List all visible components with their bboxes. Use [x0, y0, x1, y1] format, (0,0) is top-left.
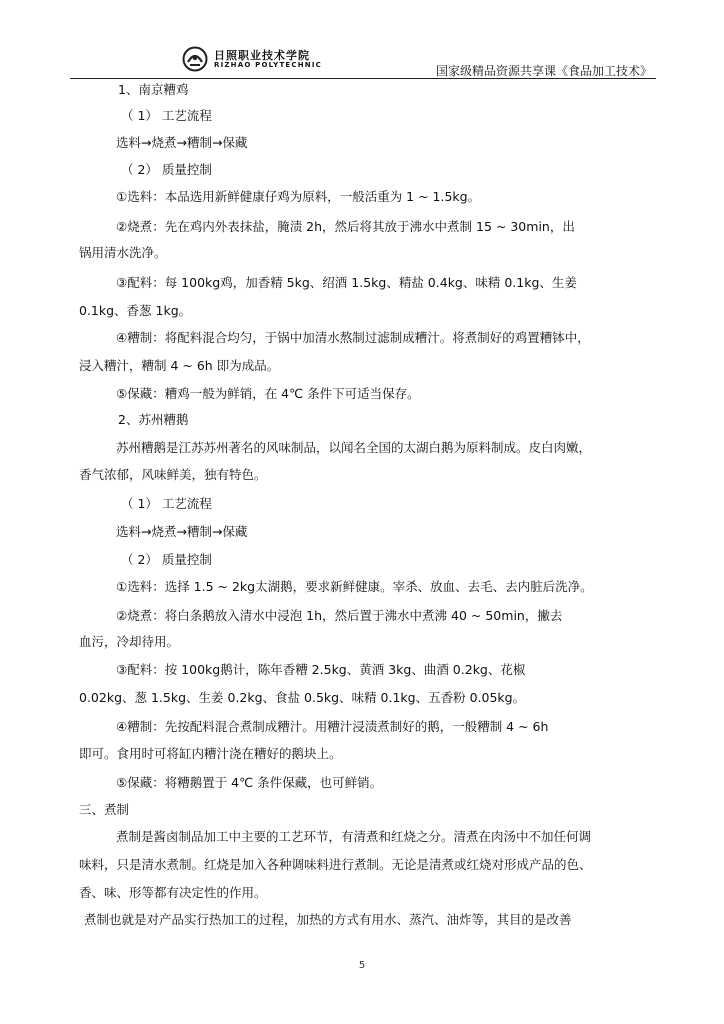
school-name-en: RIZHAO POLYTECHNIC — [214, 61, 323, 69]
paragraph-line: ③配料：每 100kg鸡，加香精 5kg、绍酒 1.5kg、精盐 0.4kg、味精 0.1kg、生姜 — [116, 275, 577, 290]
section-heading: 三、煮制 — [79, 802, 130, 817]
paragraph-line: 0.1kg、香葱 1kg。 — [79, 303, 192, 318]
header-divider — [70, 78, 656, 79]
process-flow: 选料→烧煮→糟制→保藏 — [116, 135, 248, 150]
paragraph-line: 锅用清水洗净。 — [79, 245, 167, 260]
section-heading: 1、南京糟鸡 — [118, 82, 189, 97]
paragraph-line: 味料，只是清水煮制。红烧是加入各种调味料进行煮制。无论是清煮或红烧对形成产品的色、 — [79, 857, 592, 872]
paragraph-line: ⑤保藏：糟鸡一般为鲜销，在 4℃ 条件下可适当保存。 — [116, 386, 420, 401]
paragraph-line: ②烧煮：先在鸡内外表抹盐，腌渍 2h，然后将其放于沸水中煮制 15 ~ 30min，出 — [116, 219, 575, 234]
subsection-heading: （ 2） 质量控制 — [121, 552, 212, 567]
subsection-heading: （ 1） 工艺流程 — [121, 496, 212, 511]
school-name-cn: 日照职业技术学院 — [214, 49, 310, 62]
school-emblem-icon — [182, 46, 208, 72]
course-title: 国家级精品资源共享课《食品加工技术》 — [435, 64, 652, 78]
page-number: 5 — [358, 960, 366, 971]
paragraph-line: ④糟制：先按配料混合煮制成糟汁。用糟汁浸渍煮制好的鹅，一般糟制 4 ~ 6h — [116, 719, 549, 734]
paragraph-line: 煮制也就是对产品实行热加工的过程，加热的方式有用水、蒸汽、油炸等，其目的是改善 — [84, 912, 572, 927]
paragraph-line: 0.02kg、葱 1.5kg、生姜 0.2kg、食盐 0.5kg、味精 0.1kg、五香粉 0.05kg。 — [79, 690, 526, 705]
paragraph-line: ⑤保藏：将糟鹅置于 4℃ 条件保藏，也可鲜销。 — [116, 775, 383, 790]
paragraph-line: 即可。食用时可将缸内糟汁浇在糟好的鹅块上。 — [79, 746, 342, 761]
paragraph-line: ①选料：本品选用新鲜健康仔鸡为原料，一般活重为 1 ~ 1.5kg。 — [116, 189, 481, 204]
school-logo — [182, 46, 412, 76]
paragraph-line: ①选料：选择 1.5 ~ 2kg太湖鹅，要求新鲜健康。宰杀、放血、去毛、去内脏后洗净。 — [116, 579, 593, 594]
paragraph-line: ④糟制：将配料混合均匀，于锅中加清水熬制过滤制成糟汁。将煮制好的鸡置糟钵中， — [116, 330, 590, 345]
section-heading: 2、苏州糟鹅 — [118, 412, 189, 427]
paragraph-line: 血污，冷却待用。 — [79, 634, 180, 649]
subsection-heading: （ 2） 质量控制 — [121, 162, 212, 177]
paragraph-line: 浸入糟汁，糟制 4 ~ 6h 即为成品。 — [79, 358, 280, 373]
process-flow: 选料→烧煮→糟制→保藏 — [116, 524, 248, 539]
paragraph-line: ③配料：按 100kg鹅计，陈年香糟 2.5kg、黄酒 3kg、曲酒 0.2kg、花椒 — [116, 662, 526, 677]
paragraph-line: ②烧煮：将白条鹅放入清水中浸泡 1h，然后置于沸水中煮沸 40 ~ 50min，撇去 — [116, 608, 563, 623]
paragraph-line: 香气浓郁，风味鲜美，独有特色。 — [79, 467, 267, 482]
paragraph-line: 煮制是酱卤制品加工中主要的工艺环节，有清煮和红烧之分。清煮在肉汤中不加任何调 — [116, 829, 592, 844]
paragraph-line: 香、味、形等都有决定性的作用。 — [79, 885, 267, 900]
subsection-heading: （ 1） 工艺流程 — [121, 108, 212, 123]
page-header — [70, 40, 656, 80]
paragraph-line: 苏州糟鹅是江苏苏州著名的风味制品，以闻名全国的太湖白鹅为原料制成。皮白肉嫩， — [116, 440, 592, 455]
